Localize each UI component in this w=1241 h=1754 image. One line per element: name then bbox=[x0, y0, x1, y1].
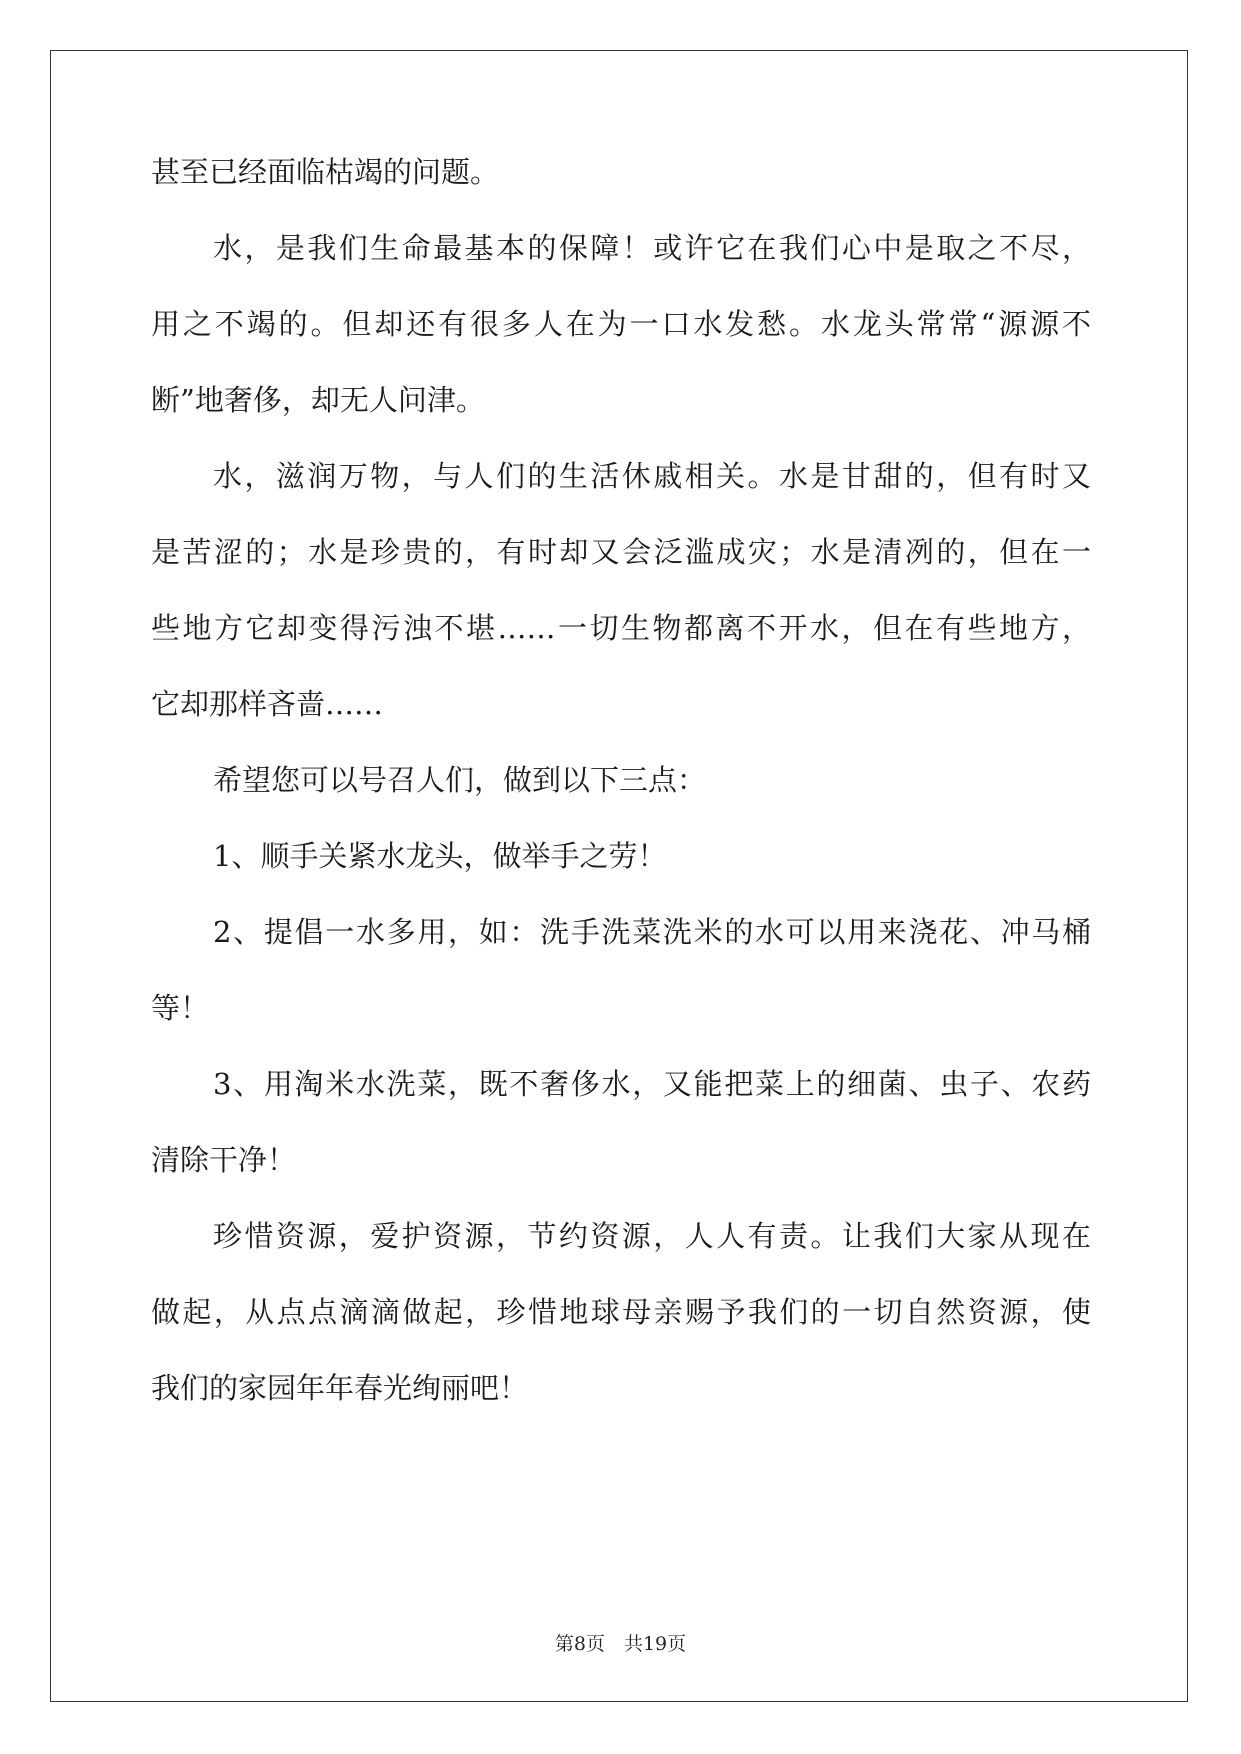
text-line: 甚至已经面临枯竭的问题。 bbox=[151, 155, 500, 189]
text-line: 珍惜资源，爱护资源，节约资源，人人有责。让我们大家从现在 bbox=[213, 1219, 1091, 1253]
page-number: 第8页 共19页 bbox=[554, 1633, 687, 1655]
text-line: 水，滋润万物，与人们的生活休戚相关。水是甘甜的，但有时又 bbox=[213, 459, 1091, 493]
text-line: 等！ bbox=[151, 991, 210, 1025]
text-line: 希望您可以号召人们，做到以下三点： bbox=[213, 763, 707, 797]
text-line: 些地方它却变得污浊不堪……一切生物都离不开水，但在有些地方， bbox=[151, 611, 1091, 645]
page-border bbox=[50, 50, 1188, 1702]
text-line: 水，是我们生命最基本的保障！或许它在我们心中是取之不尽， bbox=[213, 231, 1091, 265]
text-line: 清除干净！ bbox=[151, 1143, 297, 1177]
text-line: 1、顺手关紧水龙头，做举手之劳！ bbox=[213, 839, 667, 873]
text-line: 是苦涩的；水是珍贵的，有时却又会泛滥成灾；水是清冽的，但在一 bbox=[151, 535, 1091, 569]
text-line: 断”地奢侈，却无人问津。 bbox=[151, 383, 485, 417]
text-line: 我们的家园年年春光绚丽吧！ bbox=[151, 1371, 529, 1405]
text-line: 用之不竭的。但却还有很多人在为一口水发愁。水龙头常常“源源不 bbox=[151, 307, 1091, 341]
text-line: 做起，从点点滴滴做起，珍惜地球母亲赐予我们的一切自然资源，使 bbox=[151, 1295, 1091, 1329]
text-line: 2、提倡一水多用，如：洗手洗菜洗米的水可以用来浇花、冲马桶 bbox=[213, 915, 1091, 949]
text-line: 它却那样吝啬…… bbox=[151, 687, 384, 721]
text-line: 3、用淘米水洗菜，既不奢侈水，又能把菜上的细菌、虫子、农药 bbox=[213, 1067, 1091, 1101]
